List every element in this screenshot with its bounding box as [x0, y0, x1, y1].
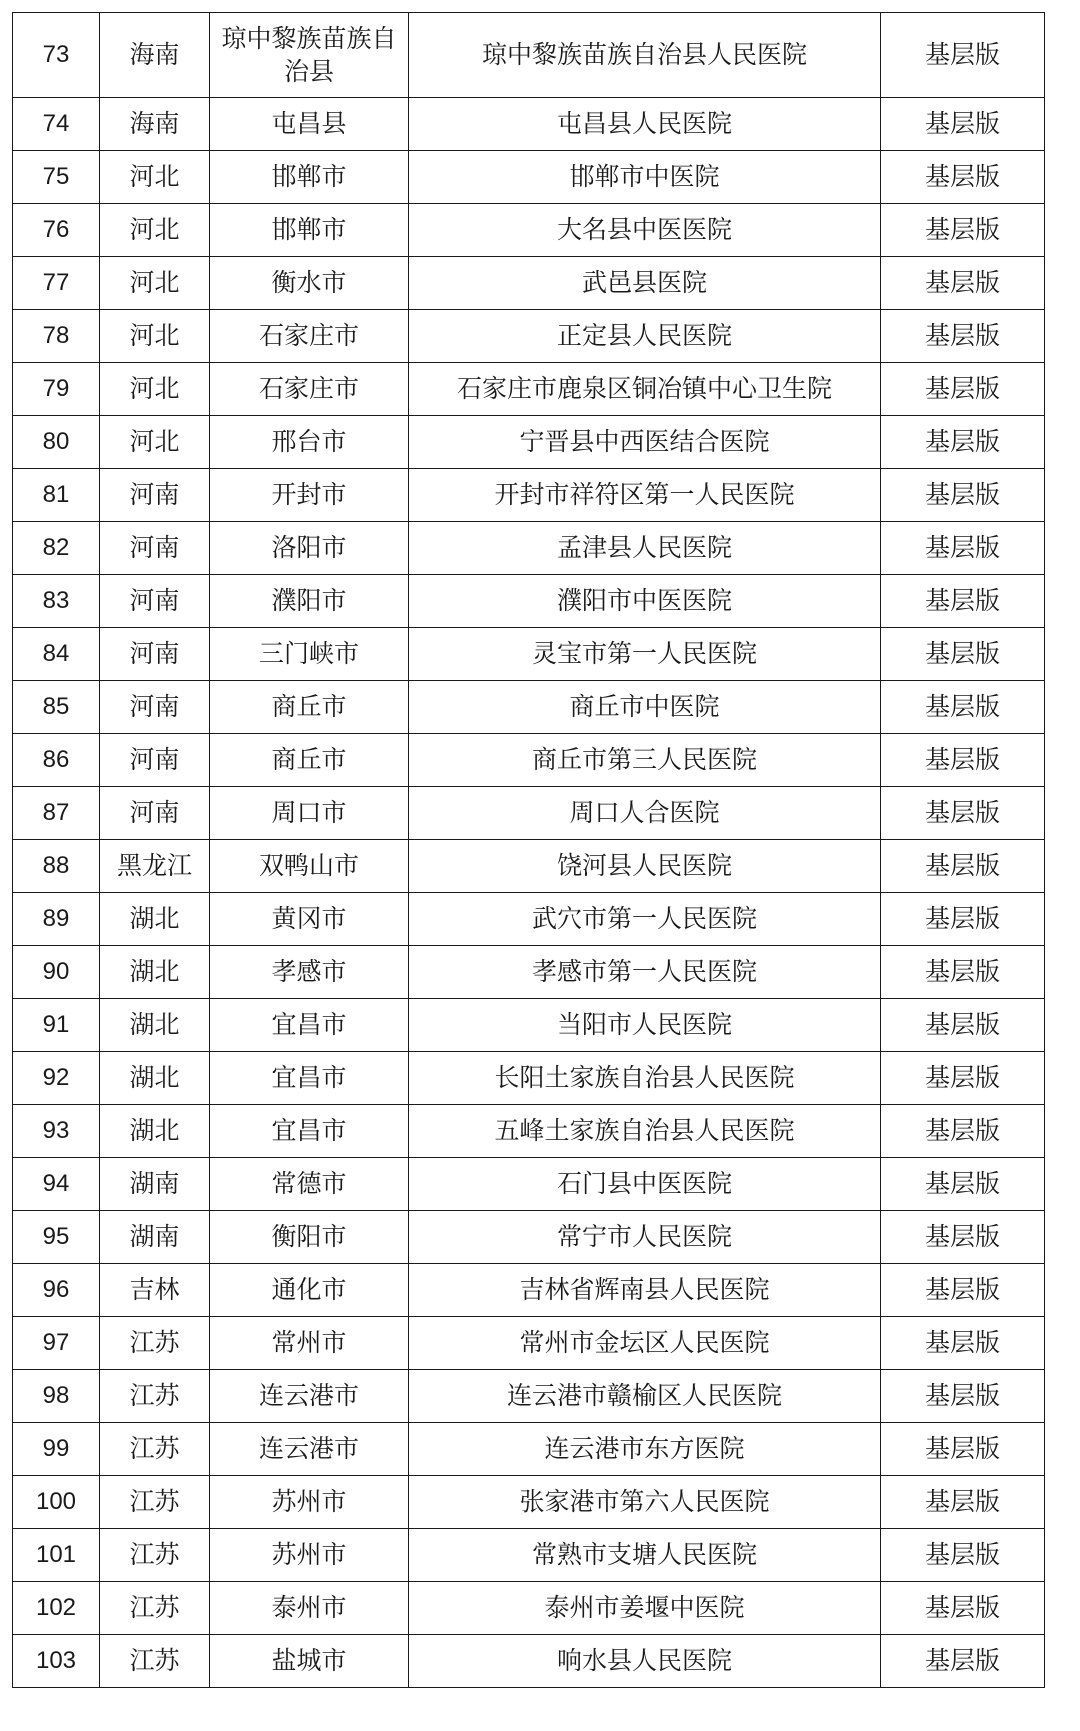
- row-number-cell: 103: [13, 1635, 100, 1688]
- row-number-cell: 84: [13, 628, 100, 681]
- city-cell: 黄冈市: [210, 893, 409, 946]
- hospital-list-table: [12, 12, 1045, 1688]
- table-row: [13, 1476, 1045, 1529]
- table-row: [13, 1582, 1045, 1635]
- row-number-cell: 96: [13, 1264, 100, 1317]
- edition-cell: 基层版: [881, 1423, 1045, 1476]
- province-cell: 河南: [100, 575, 210, 628]
- edition-cell: 基层版: [881, 1582, 1045, 1635]
- city-cell: 宜昌市: [210, 1105, 409, 1158]
- document-page: [12, 12, 1044, 1688]
- edition-cell: 基层版: [881, 840, 1045, 893]
- row-number-cell: 87: [13, 787, 100, 840]
- table-row: [13, 310, 1045, 363]
- edition-cell: 基层版: [881, 1052, 1045, 1105]
- edition-cell: 基层版: [881, 1158, 1045, 1211]
- province-cell: 河南: [100, 734, 210, 787]
- hospital-name-cell: 濮阳市中医医院: [409, 575, 881, 628]
- hospital-name-cell: 孝感市第一人民医院: [409, 946, 881, 999]
- province-cell: 海南: [100, 13, 210, 98]
- table-row: [13, 1052, 1045, 1105]
- hospital-name-cell: 石家庄市鹿泉区铜冶镇中心卫生院: [409, 363, 881, 416]
- edition-cell: 基层版: [881, 98, 1045, 151]
- hospital-name-cell: 当阳市人民医院: [409, 999, 881, 1052]
- city-cell: 濮阳市: [210, 575, 409, 628]
- edition-cell: 基层版: [881, 13, 1045, 98]
- hospital-name-cell: 商丘市中医院: [409, 681, 881, 734]
- edition-cell: 基层版: [881, 310, 1045, 363]
- province-cell: 江苏: [100, 1370, 210, 1423]
- table-row: [13, 999, 1045, 1052]
- city-cell: 连云港市: [210, 1423, 409, 1476]
- edition-cell: 基层版: [881, 734, 1045, 787]
- province-cell: 湖北: [100, 1105, 210, 1158]
- table-row: [13, 1158, 1045, 1211]
- row-number-cell: 95: [13, 1211, 100, 1264]
- row-number-cell: 85: [13, 681, 100, 734]
- province-cell: 湖北: [100, 999, 210, 1052]
- hospital-name-cell: 开封市祥符区第一人民医院: [409, 469, 881, 522]
- row-number-cell: 98: [13, 1370, 100, 1423]
- table-row: [13, 1423, 1045, 1476]
- hospital-name-cell: 吉林省辉南县人民医院: [409, 1264, 881, 1317]
- hospital-name-cell: 常熟市支塘人民医院: [409, 1529, 881, 1582]
- city-cell: 洛阳市: [210, 522, 409, 575]
- province-cell: 黑龙江: [100, 840, 210, 893]
- edition-cell: 基层版: [881, 681, 1045, 734]
- edition-cell: 基层版: [881, 1635, 1045, 1688]
- province-cell: 河南: [100, 628, 210, 681]
- table-row: [13, 469, 1045, 522]
- hospital-name-cell: 周口人合医院: [409, 787, 881, 840]
- city-cell: 衡水市: [210, 257, 409, 310]
- edition-cell: 基层版: [881, 575, 1045, 628]
- edition-cell: 基层版: [881, 363, 1045, 416]
- table-row: [13, 787, 1045, 840]
- edition-cell: 基层版: [881, 1264, 1045, 1317]
- edition-cell: 基层版: [881, 1105, 1045, 1158]
- hospital-name-cell: 屯昌县人民医院: [409, 98, 881, 151]
- edition-cell: 基层版: [881, 893, 1045, 946]
- province-cell: 河北: [100, 204, 210, 257]
- city-cell: 常德市: [210, 1158, 409, 1211]
- table-row: [13, 1211, 1045, 1264]
- city-cell: 周口市: [210, 787, 409, 840]
- table-row: [13, 522, 1045, 575]
- edition-cell: 基层版: [881, 469, 1045, 522]
- city-cell: 三门峡市: [210, 628, 409, 681]
- row-number-cell: 94: [13, 1158, 100, 1211]
- hospital-name-cell: 邯郸市中医院: [409, 151, 881, 204]
- row-number-cell: 91: [13, 999, 100, 1052]
- row-number-cell: 76: [13, 204, 100, 257]
- edition-cell: 基层版: [881, 946, 1045, 999]
- table-row: [13, 681, 1045, 734]
- hospital-name-cell: 大名县中医医院: [409, 204, 881, 257]
- city-cell: 宜昌市: [210, 1052, 409, 1105]
- edition-cell: 基层版: [881, 204, 1045, 257]
- row-number-cell: 73: [13, 13, 100, 98]
- table-row: [13, 1370, 1045, 1423]
- table-row: [13, 1264, 1045, 1317]
- province-cell: 吉林: [100, 1264, 210, 1317]
- edition-cell: 基层版: [881, 1370, 1045, 1423]
- table-row: [13, 946, 1045, 999]
- city-cell: 邯郸市: [210, 204, 409, 257]
- row-number-cell: 86: [13, 734, 100, 787]
- edition-cell: 基层版: [881, 416, 1045, 469]
- hospital-name-cell: 灵宝市第一人民医院: [409, 628, 881, 681]
- city-cell: 孝感市: [210, 946, 409, 999]
- province-cell: 河北: [100, 257, 210, 310]
- province-cell: 湖北: [100, 893, 210, 946]
- province-cell: 江苏: [100, 1317, 210, 1370]
- hospital-name-cell: 响水县人民医院: [409, 1635, 881, 1688]
- row-number-cell: 89: [13, 893, 100, 946]
- city-cell: 衡阳市: [210, 1211, 409, 1264]
- hospital-name-cell: 武邑县医院: [409, 257, 881, 310]
- edition-cell: 基层版: [881, 151, 1045, 204]
- province-cell: 湖北: [100, 946, 210, 999]
- hospital-name-cell: 常州市金坛区人民医院: [409, 1317, 881, 1370]
- table-row: [13, 151, 1045, 204]
- table-row: [13, 1635, 1045, 1688]
- city-cell: 琼中黎族苗族自治县: [210, 13, 409, 98]
- row-number-cell: 83: [13, 575, 100, 628]
- row-number-cell: 100: [13, 1476, 100, 1529]
- row-number-cell: 90: [13, 946, 100, 999]
- hospital-name-cell: 长阳土家族自治县人民医院: [409, 1052, 881, 1105]
- table-row: [13, 13, 1045, 98]
- hospital-name-cell: 宁晋县中西医结合医院: [409, 416, 881, 469]
- province-cell: 河南: [100, 787, 210, 840]
- province-cell: 河南: [100, 522, 210, 575]
- row-number-cell: 92: [13, 1052, 100, 1105]
- edition-cell: 基层版: [881, 628, 1045, 681]
- edition-cell: 基层版: [881, 787, 1045, 840]
- hospital-name-cell: 琼中黎族苗族自治县人民医院: [409, 13, 881, 98]
- row-number-cell: 102: [13, 1582, 100, 1635]
- province-cell: 湖南: [100, 1158, 210, 1211]
- table-row: [13, 1529, 1045, 1582]
- province-cell: 湖南: [100, 1211, 210, 1264]
- hospital-name-cell: 饶河县人民医院: [409, 840, 881, 893]
- row-number-cell: 97: [13, 1317, 100, 1370]
- table-row: [13, 1317, 1045, 1370]
- hospital-name-cell: 五峰土家族自治县人民医院: [409, 1105, 881, 1158]
- province-cell: 河北: [100, 363, 210, 416]
- city-cell: 通化市: [210, 1264, 409, 1317]
- province-cell: 河北: [100, 416, 210, 469]
- province-cell: 江苏: [100, 1529, 210, 1582]
- row-number-cell: 77: [13, 257, 100, 310]
- edition-cell: 基层版: [881, 1529, 1045, 1582]
- hospital-name-cell: 正定县人民医院: [409, 310, 881, 363]
- hospital-name-cell: 孟津县人民医院: [409, 522, 881, 575]
- province-cell: 河北: [100, 151, 210, 204]
- row-number-cell: 78: [13, 310, 100, 363]
- hospital-name-cell: 常宁市人民医院: [409, 1211, 881, 1264]
- table-row: [13, 628, 1045, 681]
- city-cell: 连云港市: [210, 1370, 409, 1423]
- city-cell: 邢台市: [210, 416, 409, 469]
- province-cell: 江苏: [100, 1635, 210, 1688]
- hospital-name-cell: 泰州市姜堰中医院: [409, 1582, 881, 1635]
- hospital-name-cell: 张家港市第六人民医院: [409, 1476, 881, 1529]
- edition-cell: 基层版: [881, 1317, 1045, 1370]
- city-cell: 常州市: [210, 1317, 409, 1370]
- city-cell: 苏州市: [210, 1529, 409, 1582]
- city-cell: 商丘市: [210, 734, 409, 787]
- table-row: [13, 257, 1045, 310]
- edition-cell: 基层版: [881, 257, 1045, 310]
- province-cell: 江苏: [100, 1582, 210, 1635]
- table-row: [13, 575, 1045, 628]
- province-cell: 河南: [100, 681, 210, 734]
- row-number-cell: 81: [13, 469, 100, 522]
- table-row: [13, 363, 1045, 416]
- table-row: [13, 416, 1045, 469]
- province-cell: 河南: [100, 469, 210, 522]
- hospital-name-cell: 商丘市第三人民医院: [409, 734, 881, 787]
- city-cell: 石家庄市: [210, 363, 409, 416]
- city-cell: 苏州市: [210, 1476, 409, 1529]
- table-body: [13, 13, 1045, 1688]
- edition-cell: 基层版: [881, 1211, 1045, 1264]
- hospital-name-cell: 连云港市赣榆区人民医院: [409, 1370, 881, 1423]
- city-cell: 双鸭山市: [210, 840, 409, 893]
- row-number-cell: 79: [13, 363, 100, 416]
- city-cell: 泰州市: [210, 1582, 409, 1635]
- city-cell: 邯郸市: [210, 151, 409, 204]
- table-row: [13, 893, 1045, 946]
- row-number-cell: 82: [13, 522, 100, 575]
- city-cell: 石家庄市: [210, 310, 409, 363]
- city-cell: 开封市: [210, 469, 409, 522]
- table-row: [13, 840, 1045, 893]
- edition-cell: 基层版: [881, 522, 1045, 575]
- hospital-name-cell: 武穴市第一人民医院: [409, 893, 881, 946]
- row-number-cell: 99: [13, 1423, 100, 1476]
- table-row: [13, 98, 1045, 151]
- province-cell: 海南: [100, 98, 210, 151]
- province-cell: 江苏: [100, 1423, 210, 1476]
- table-row: [13, 734, 1045, 787]
- city-cell: 商丘市: [210, 681, 409, 734]
- row-number-cell: 101: [13, 1529, 100, 1582]
- row-number-cell: 93: [13, 1105, 100, 1158]
- row-number-cell: 75: [13, 151, 100, 204]
- table-row: [13, 1105, 1045, 1158]
- city-cell: 宜昌市: [210, 999, 409, 1052]
- edition-cell: 基层版: [881, 999, 1045, 1052]
- hospital-name-cell: 连云港市东方医院: [409, 1423, 881, 1476]
- province-cell: 湖北: [100, 1052, 210, 1105]
- row-number-cell: 88: [13, 840, 100, 893]
- city-cell: 盐城市: [210, 1635, 409, 1688]
- table-row: [13, 204, 1045, 257]
- edition-cell: 基层版: [881, 1476, 1045, 1529]
- row-number-cell: 80: [13, 416, 100, 469]
- province-cell: 河北: [100, 310, 210, 363]
- city-cell: 屯昌县: [210, 98, 409, 151]
- row-number-cell: 74: [13, 98, 100, 151]
- hospital-name-cell: 石门县中医医院: [409, 1158, 881, 1211]
- province-cell: 江苏: [100, 1476, 210, 1529]
